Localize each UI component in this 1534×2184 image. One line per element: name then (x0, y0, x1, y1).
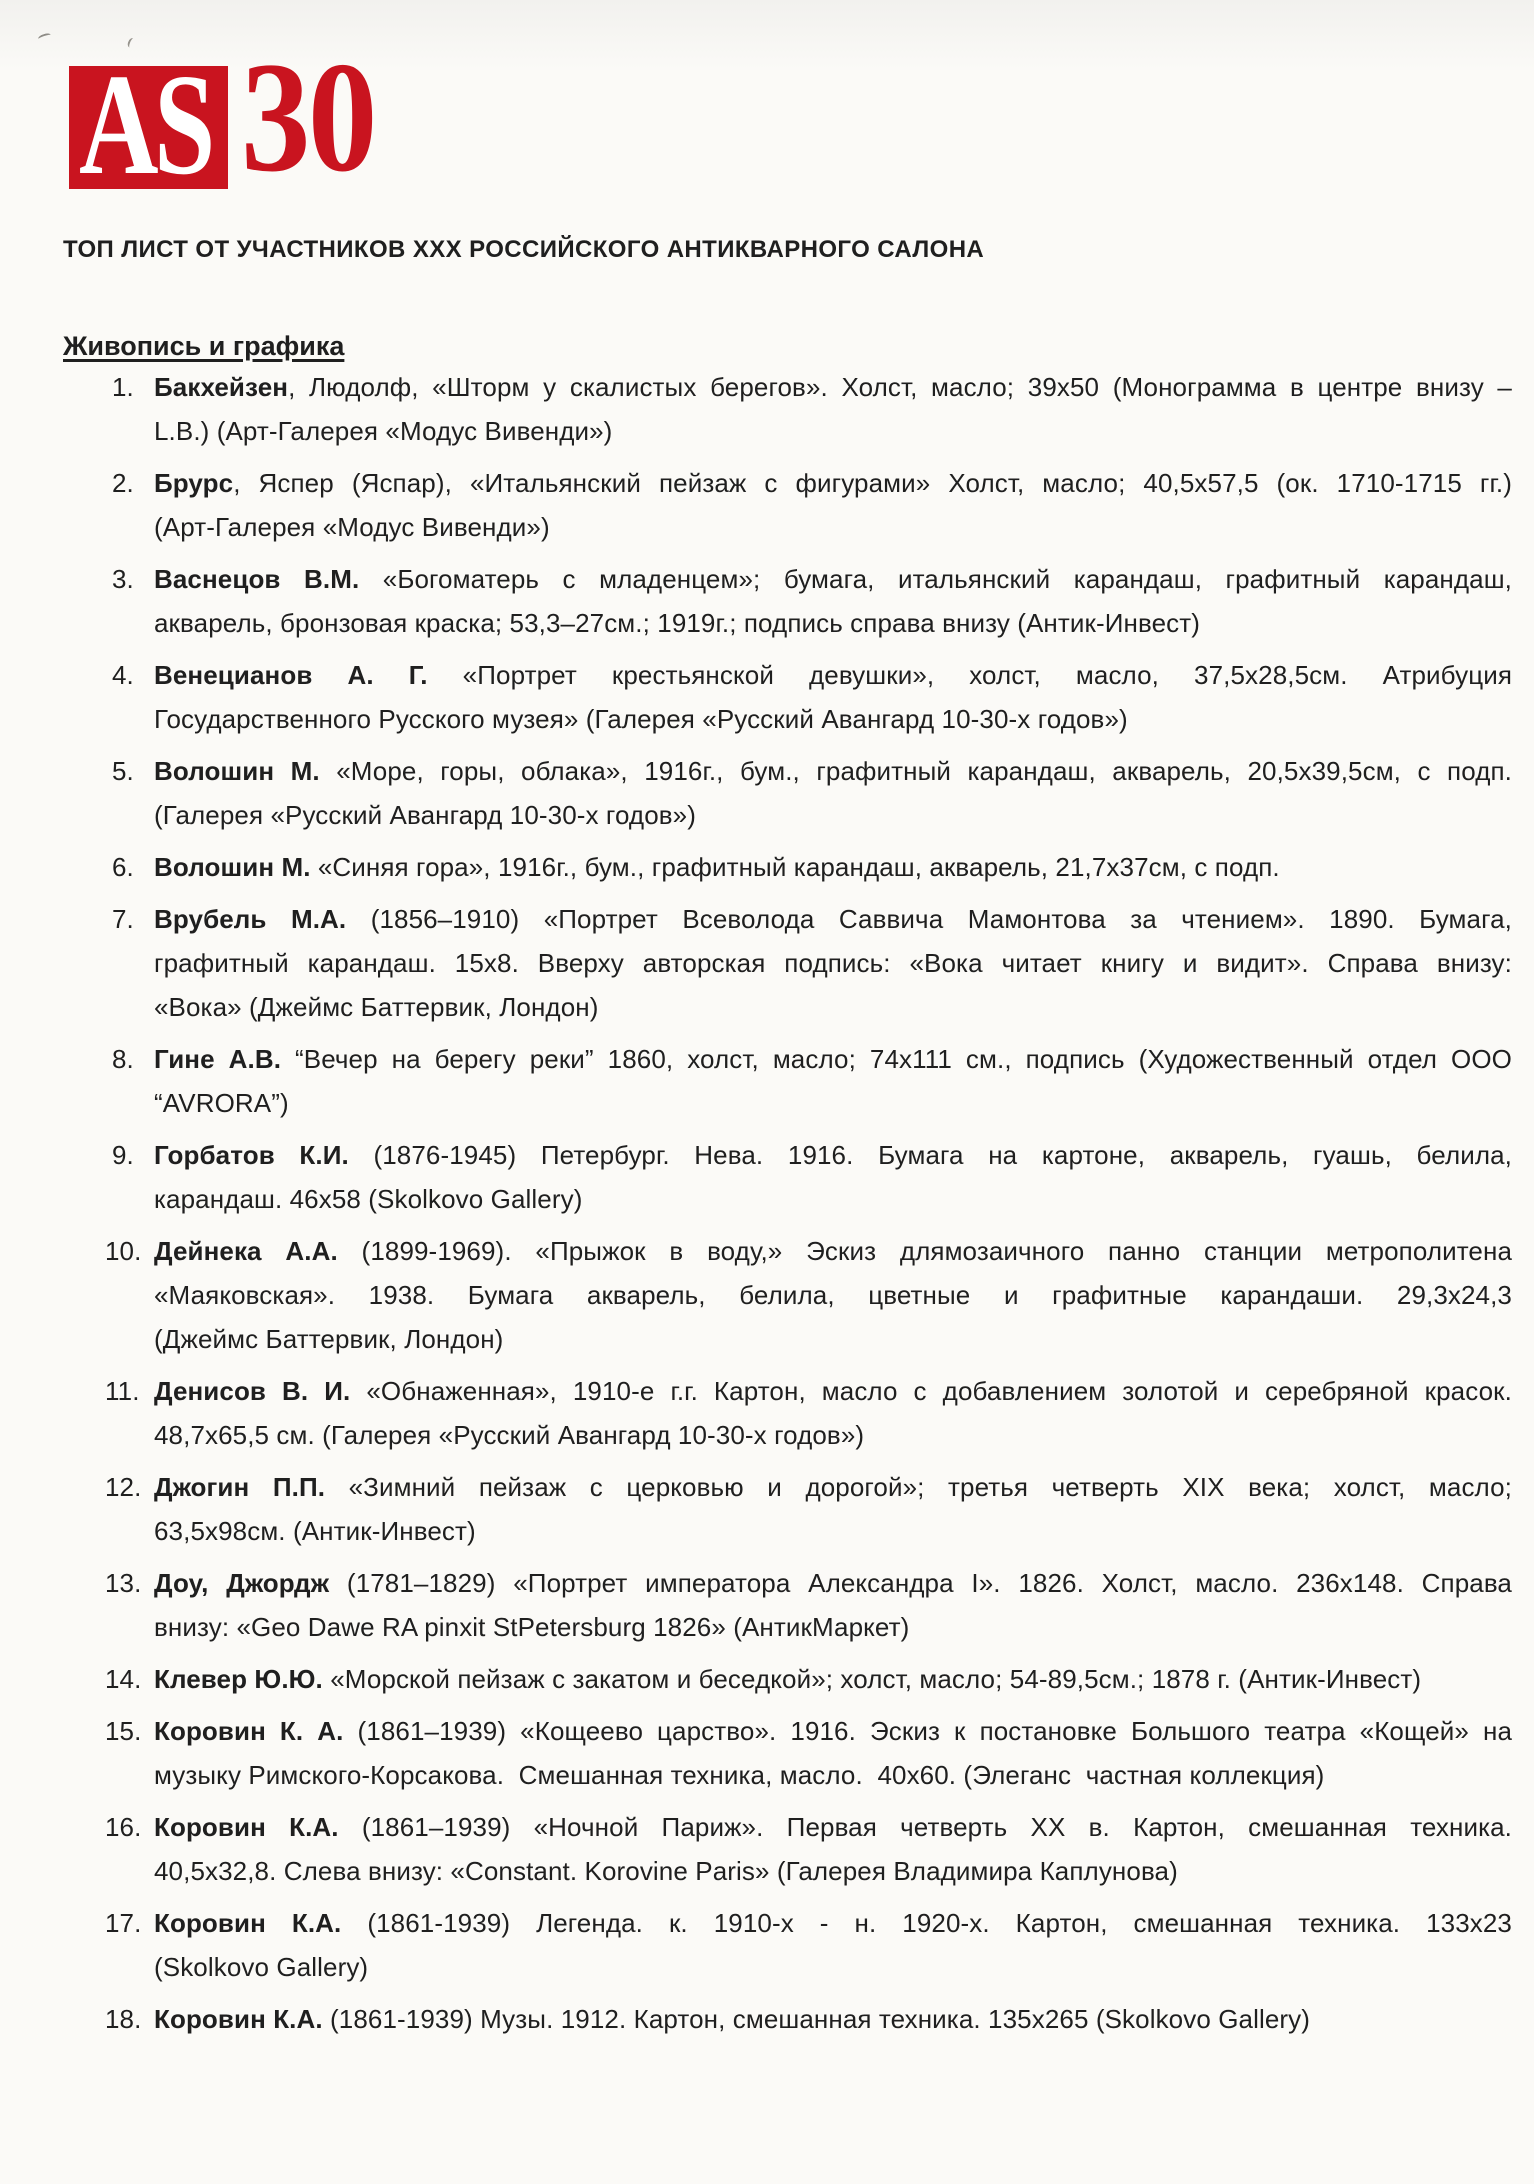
artist-name: Коровин К. А. (154, 1716, 344, 1746)
item-wrap-line: музыку Римского-Корсакова. Смешанная техника, масло. 40х60. (Элеганс частная коллекция) (154, 1760, 1325, 1790)
item-text: “Вечер на берегу реки” 1860, холст, масло; 74х111 см., подпись (Художественный отдел ООО (281, 1044, 1512, 1074)
item-first-line (0, 845, 1534, 889)
item-text: «Морской пейзаж с закатом и беседкой»; холст, масло; 54-89,5см.; 1878 г. (Антик-Инвест) (322, 1664, 1422, 1694)
item-wrap-line: карандаш. 46х58 (Skolkovo Gallery) (154, 1184, 583, 1214)
artist-name: Коровин К.А. (154, 1908, 342, 1938)
item-first-line (0, 1805, 1512, 1849)
item-first-line (0, 557, 1512, 601)
item-wrap-line: графитный карандаш. 15х8. Вверху авторская подпись: «Вока читает книгу и видит». Справа внизу: (154, 948, 1512, 978)
list-item (0, 1657, 1534, 1701)
artist-name: Дейнека А.А. (154, 1236, 338, 1266)
item-first-line (0, 461, 1512, 505)
item-first-line (0, 1465, 1512, 1509)
item-text: (1899-1969). «Прыжок в воду,» Эскиз длямозаичного панно станции метрополитена (337, 1236, 1513, 1266)
item-wrap-line: «Маяковская». 1938. Бумага акварель, белила, цветные и графитные карандаши. 29,3х24,3 (154, 1280, 1512, 1310)
item-number: 14. (105, 1664, 142, 1694)
list-item (0, 1037, 1534, 1125)
list-item (0, 1561, 1534, 1649)
list-item (0, 1465, 1534, 1553)
artist-name: Доу, Джордж (154, 1568, 330, 1598)
list-item (0, 557, 1534, 645)
logo-red-square (69, 45, 228, 205)
item-wrap-line: Государственного Русского музея» (Галерея «Русский Авангард 10-30-х годов») (154, 704, 1128, 734)
artist-name: Васнецов В.М. (154, 564, 360, 594)
list-item (0, 749, 1534, 837)
list-item (0, 1805, 1534, 1893)
item-wrap-line: (Арт-Галерея «Модус Вивенди») (154, 512, 550, 542)
item-text: «Богоматерь с младенцем»; бумага, итальянский карандаш, графитный карандаш, (359, 564, 1512, 594)
list-item (0, 1369, 1534, 1457)
item-number: 18. (105, 2004, 142, 2034)
item-wrap-line: 63,5х98см. (Антик-Инвест) (154, 1516, 476, 1546)
item-text: (1781–1829) «Портрет императора Александра I». 1826. Холст, масло. 236х148. Справа (329, 1568, 1512, 1598)
item-text: «Синяя гора», 1916г., бум., графитный карандаш, акварель, 21,7х37см, с подп. (310, 852, 1280, 882)
item-text: «Портрет крестьянской девушки», холст, масло, 37,5х28,5см. Атрибуция (427, 660, 1512, 690)
document-title: ТОП ЛИСТ ОТ УЧАСТНИКОВ XXX РОССИЙСКОГО АНТИКВАРНОГО САЛОНА (63, 236, 985, 263)
logo-as-text: AS (79, 45, 211, 205)
item-text: (1876-1945) Петербург. Нева. 1916. Бумага на картоне, акварель, гуашь, белила, (348, 1140, 1512, 1170)
item-number: 12. (105, 1472, 142, 1502)
item-number: 16. (105, 1812, 142, 1842)
item-number: 8. (112, 1044, 134, 1074)
artist-name: Коровин К.А. (154, 1812, 339, 1842)
list-item (0, 1997, 1534, 2041)
item-text: «Зимний пейзаж с церковью и дорогой»; третья четверть XIX века; холст, масло; (325, 1472, 1512, 1502)
scan-speck (37, 32, 51, 42)
item-number: 5. (112, 756, 134, 786)
item-number: 17. (105, 1908, 142, 1938)
artist-name: Джогин П.П. (154, 1472, 326, 1502)
section-heading: Живопись и графика (63, 331, 345, 361)
item-text: (1861–1939) «Кощеево царство». 1916. Эскиз к постановке Большого театра «Кощей» на (343, 1716, 1513, 1746)
item-first-line (0, 897, 1512, 941)
list-item (0, 845, 1534, 889)
item-number: 1. (112, 372, 134, 402)
artist-name: Волошин М. (154, 852, 311, 882)
item-wrap-line: «Вока» (Джеймс Баттервик, Лондон) (154, 992, 599, 1022)
item-first-line (0, 1229, 1512, 1273)
item-first-line (0, 749, 1512, 793)
item-wrap-line: (Галерея «Русский Авангард 10-30-х годов») (154, 800, 696, 830)
artist-name: Клевер Ю.Ю. (154, 1664, 323, 1694)
item-first-line (0, 1369, 1512, 1413)
item-first-line (0, 1133, 1512, 1177)
item-number: 9. (112, 1140, 134, 1170)
item-wrap-line: L.B.) (Арт-Галерея «Модус Вивенди») (154, 416, 613, 446)
artist-name: Венецианов А. Г. (154, 660, 428, 690)
item-text: (1861-1939) Легенда. к. 1910-х - н. 1920-х. Картон, смешанная техника. 133х23 (341, 1908, 1512, 1938)
artist-name: Брурс (154, 468, 234, 498)
item-number: 10. (105, 1236, 142, 1266)
list-item (0, 1709, 1534, 1797)
item-text: , Людолф, «Шторм у скалистых берегов». Холст, масло; 39х50 (Монограмма в центре внизу – (288, 372, 1512, 402)
list-item (0, 1229, 1534, 1361)
item-first-line (0, 653, 1512, 697)
artist-name: Горбатов К.И. (154, 1140, 349, 1170)
item-first-line (0, 1657, 1534, 1701)
item-text: (1856–1910) «Портрет Всеволода Саввича Мамонтова за чтением». 1890. Бумага, (346, 904, 1512, 934)
item-number: 15. (105, 1716, 142, 1746)
item-number: 2. (112, 468, 134, 498)
item-first-line (0, 1561, 1512, 1605)
artist-name: Денисов В. И. (154, 1376, 351, 1406)
item-wrap-line: 40,5х32,8. Слева внизу: «Constant. Korovine Paris» (Галерея Владимира Каплунова) (154, 1856, 1178, 1886)
item-number: 6. (112, 852, 134, 882)
list-item (0, 1133, 1534, 1221)
item-wrap-line: (Джеймс Баттервик, Лондон) (154, 1324, 504, 1354)
item-text: «Обнаженная», 1910-е г.г. Картон, масло с добавлением золотой и серебряной красок. (350, 1376, 1512, 1406)
list-item (0, 461, 1534, 549)
item-text: , Яспер (Яспар), «Итальянский пейзаж с фигурами» Холст, масло; 40,5х57,5 (ок. 1710-1715 гг.) (233, 468, 1512, 498)
list-item (0, 1901, 1534, 1989)
artist-name: Коровин К.А. (154, 2004, 323, 2034)
item-first-line (0, 365, 1512, 409)
item-first-line (0, 1709, 1512, 1753)
list-item (0, 897, 1534, 1029)
item-number: 13. (105, 1568, 142, 1598)
list-item (0, 365, 1534, 453)
item-text: (1861–1939) «Ночной Париж». Первая четверть XX в. Картон, смешанная техника. (338, 1812, 1513, 1842)
item-first-line (0, 1037, 1512, 1081)
artist-name: Бакхейзен (154, 372, 289, 402)
item-wrap-line: внизу: «Geo Dawe RA pinxit StPetersburg 1826» (АнтикМаркет) (154, 1612, 910, 1642)
item-text: «Море, горы, облака», 1916г., бум., графитный карандаш, акварель, 20,5х39,5см, с подп. (319, 756, 1512, 786)
item-first-line (0, 1997, 1534, 2041)
item-text: (1861-1939) Музы. 1912. Картон, смешанная техника. 135х265 (Skolkovo Gallery) (322, 2004, 1311, 2034)
item-number: 7. (112, 904, 134, 934)
item-number: 4. (112, 660, 134, 690)
item-wrap-line: акварель, бронзовая краска; 53,3–27см.; 1919г.; подпись справа внизу (Антик-Инвест) (154, 608, 1201, 638)
item-number: 11. (105, 1376, 140, 1406)
item-first-line (0, 1901, 1512, 1945)
item-number: 3. (112, 564, 134, 594)
artist-name: Волошин М. (154, 756, 320, 786)
artist-name: Гине А.В. (154, 1044, 282, 1074)
list-item (0, 653, 1534, 741)
item-wrap-line: 48,7х65,5 см. (Галерея «Русский Авангард 10-30-х годов») (154, 1420, 865, 1450)
logo-number: 30 (241, 30, 375, 205)
item-wrap-line: (Skolkovo Gallery) (154, 1952, 369, 1982)
item-wrap-line: “AVRORA”) (154, 1088, 289, 1118)
artist-name: Врубель М.А. (154, 904, 347, 934)
artwork-list (0, 365, 1534, 2049)
